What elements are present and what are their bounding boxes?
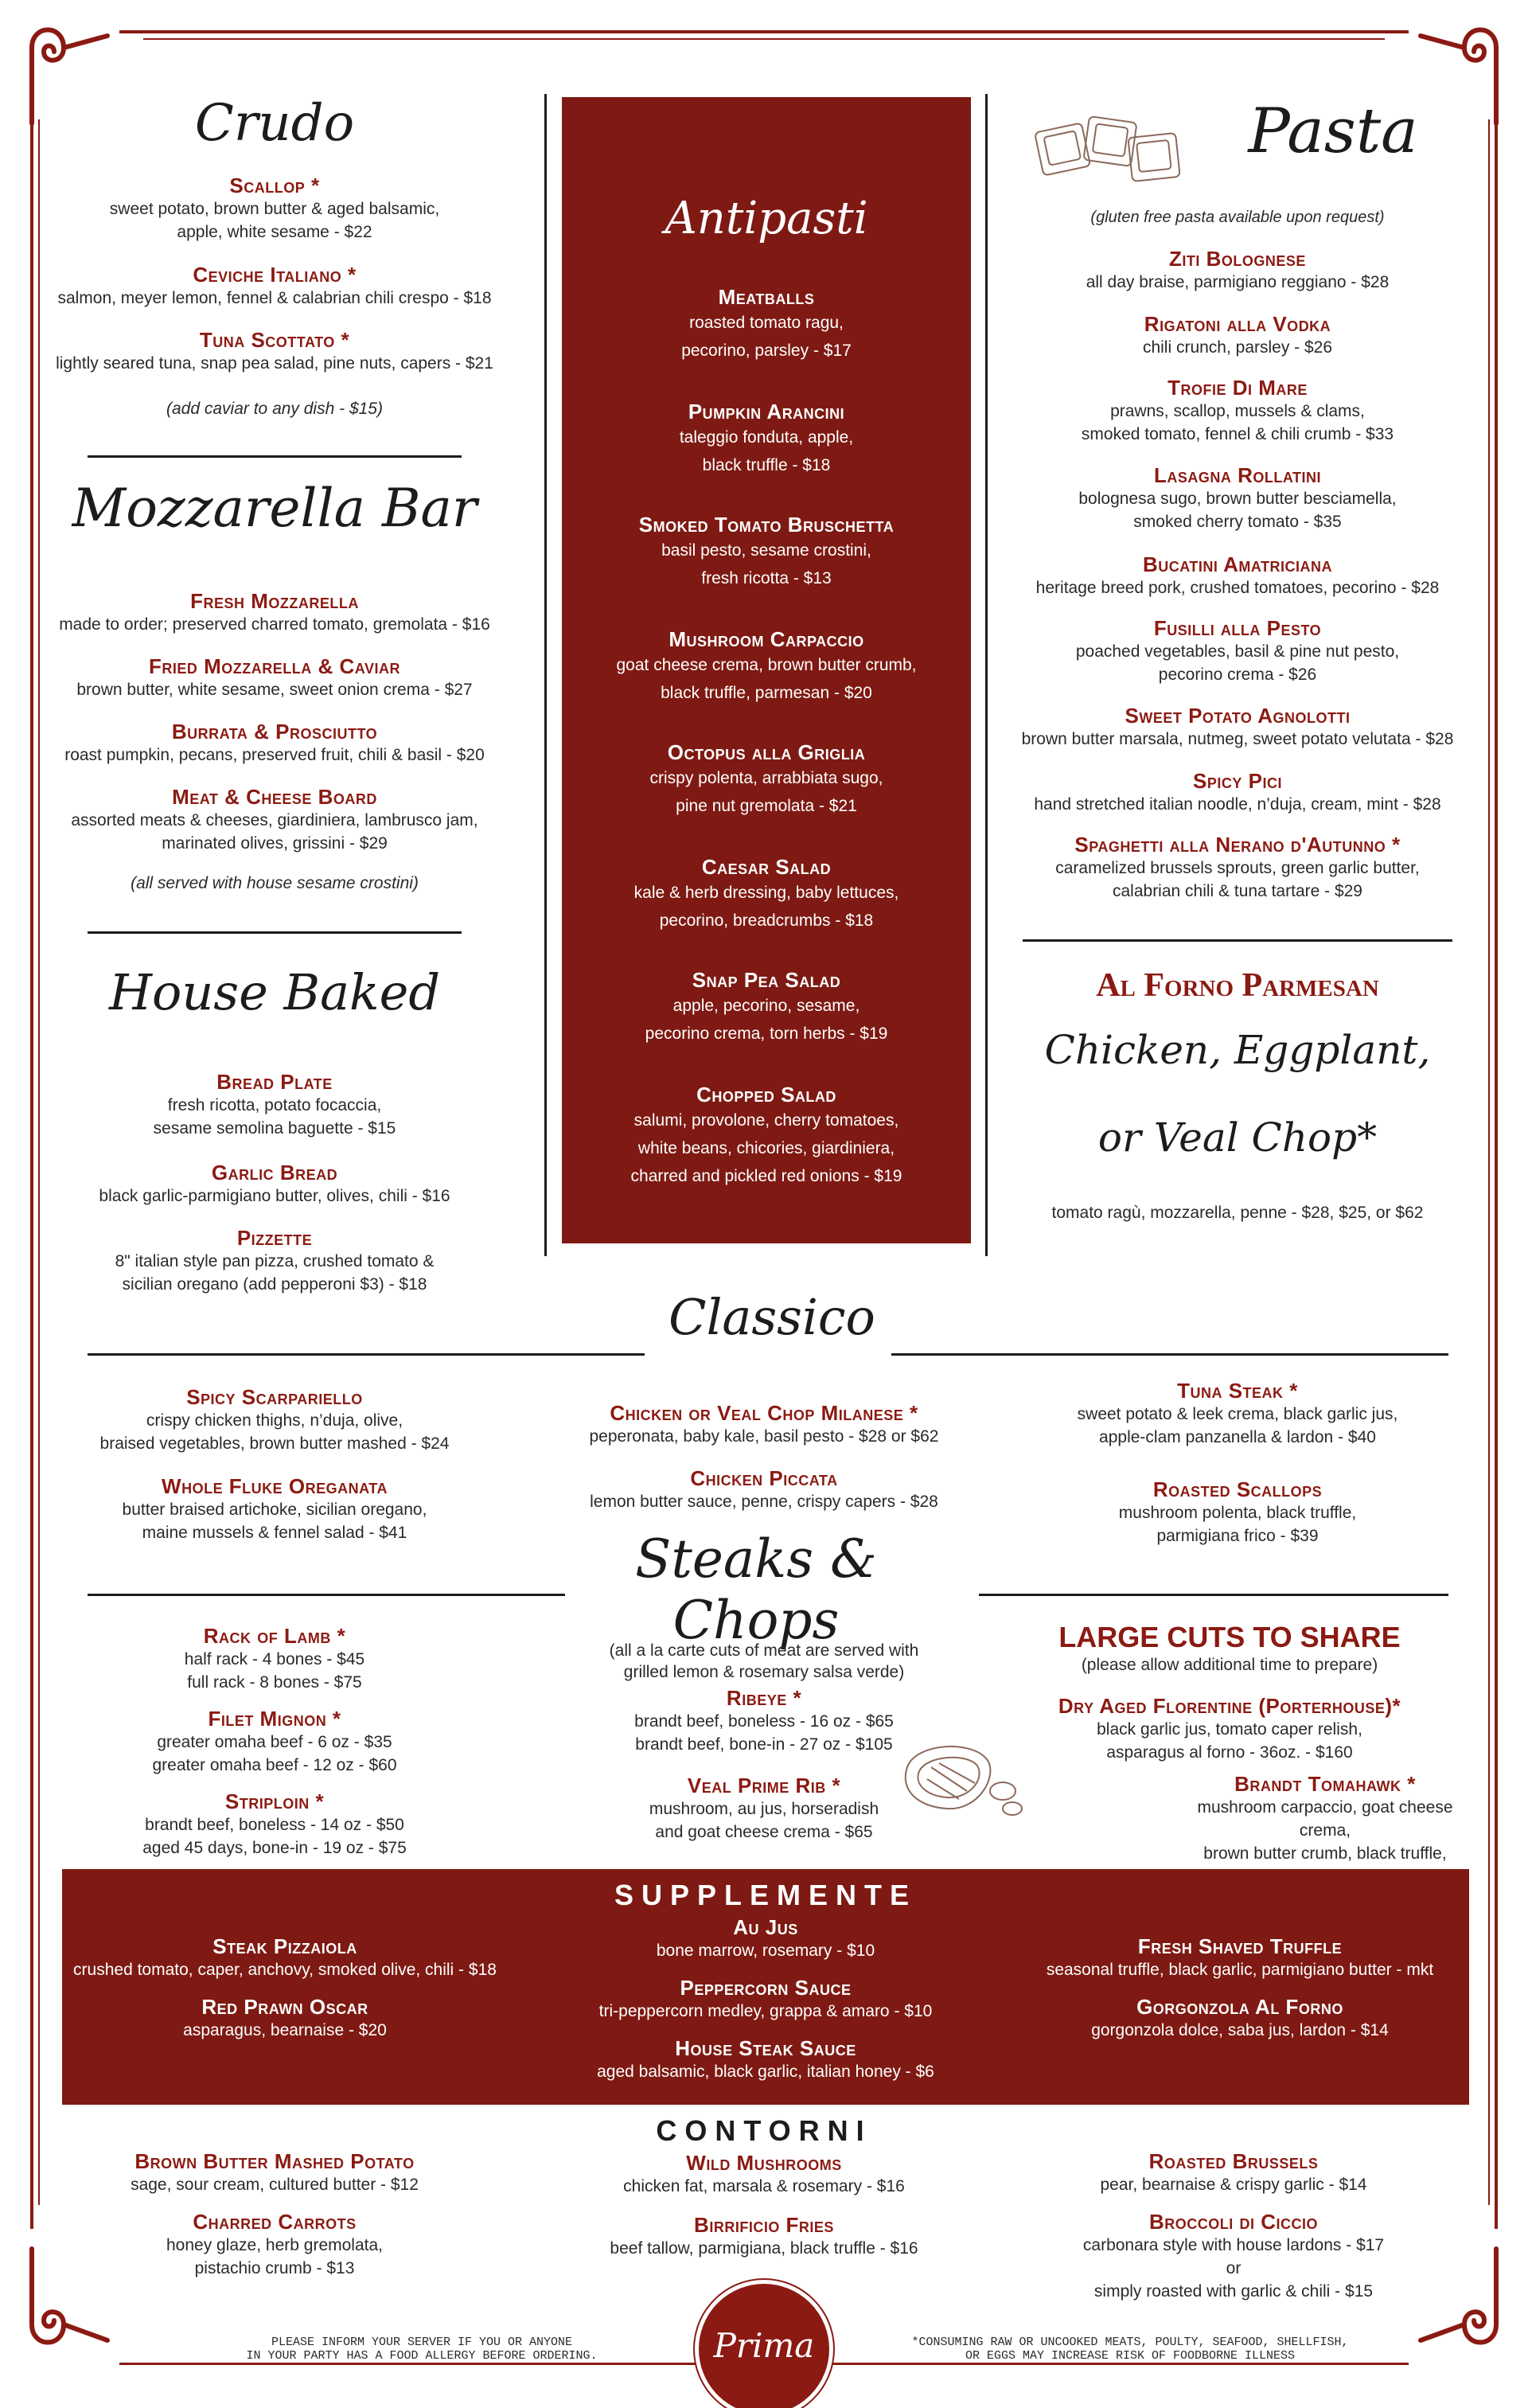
steaks-title: Steaks & Chops [635,1528,877,1651]
menu-item [999,833,1476,903]
item-name: Charred Carrots [193,2210,357,2234]
supplemente-title: SUPPLEMENTE [614,1879,918,1911]
al-forno-desc: tomato ragù, mozzarella, penne - $28, $25, or $62 [1051,1204,1424,1222]
item-desc: greater omaha beef - 6 oz - $35 greater omaha beef - 12 oz - $60 [152,1733,397,1774]
house-baked-title: House Baked [108,963,441,1021]
menu-item [562,855,971,935]
item-name: Fried Mozzarella & Caviar [149,654,400,678]
item-name: Meatballs [718,285,815,309]
frame-left-rule-inner [38,119,40,2205]
item-desc: seasonal truffle, black garlic, parmigiano butter - mkt [1046,1961,1434,1979]
item-name: Birrificio Fries [694,2213,834,2237]
crudo-note: (add caviar to any dish - $15) [166,400,383,418]
divider [1023,939,1452,942]
item-desc: bolognesa sugo, brown butter besciamella, smoked cherry tomato - $35 [1078,490,1397,531]
menu-item [562,968,971,1048]
item-name: Filet Mignon * [208,1707,341,1731]
item-name: Brandt Tomahawk * [1234,1772,1416,1796]
item-name: Octopus alla Griglia [667,740,866,764]
menu-item [62,1995,508,2042]
item-name: Spicy Scarpariello [186,1385,363,1409]
item-name: Fusilli alla Pesto [1153,616,1322,640]
item-name: Bread Plate [216,1070,333,1094]
menu-item [1011,2210,1456,2303]
frame-top-rule-inner [143,38,1385,40]
item-name: Tuna Steak * [1177,1379,1298,1403]
item-name: Fresh Mozzarella [190,589,359,613]
item-desc: chili crunch, parsley - $26 [1142,338,1333,357]
divider [88,1594,565,1596]
menu-item [525,1401,1003,1448]
item-name: Veal Prime Rib * [687,1774,841,1797]
menu-item [562,740,971,820]
item-name: Au Jus [733,1915,798,1939]
supplemente-left [62,1869,508,2105]
item-desc: crispy chicken thighs, n’duja, olive, braised vegetables, brown butter mashed - $24 [99,1411,450,1453]
item-desc: caramelized brussels sprouts, green garlic butter, calabrian chili & tuna tartare - $29 [1055,859,1420,900]
menu-item [1023,1379,1452,1449]
menu-item [562,400,971,479]
item-desc: hand stretched italian noodle, n’duja, cream, mint - $28 [1034,795,1441,814]
menu-item [48,785,501,855]
item-name: Trofie Di Mare [1167,376,1308,400]
item-name: Peppercorn Sauce [680,1976,852,2000]
item-desc: carbonara style with house lardons - $17 or simply roasted with garlic & chili - $15 [1082,2236,1385,2301]
menu-item [1023,1477,1452,1547]
menu-item [48,328,501,375]
menu-item [48,589,501,636]
item-desc: gorgonzola dolce, saba jus, lardon - $14 [1091,2021,1389,2039]
item-desc: lemon butter sauce, penne, crispy capers - $28 [590,1493,938,1511]
item-name: Smoked Tomato Bruschetta [638,513,895,537]
menu-item [1017,1934,1463,1981]
menu-item [987,1694,1472,1764]
divider [88,455,462,458]
item-name: Mushroom Carpaccio [668,627,864,651]
menu-item [543,2036,988,2083]
steaks-note: (all a la carte cuts of meat are served with grilled lemon & rosemary salsa verde) [609,1641,919,1681]
menu-item [562,513,971,592]
item-name: Broccoli di Ciccio [1149,2210,1318,2234]
item-desc: poached vegetables, basil & pine nut pesto, pecorino crema - $26 [1075,642,1400,684]
menu-item [543,1976,988,2023]
item-desc: goat cheese crema, brown butter crumb, black truffle, parmesan - $20 [616,656,917,702]
menu-item [1011,2149,1456,2196]
menu-item [48,654,501,701]
item-name: Whole Fluke Oreganata [162,1474,388,1498]
item-desc: honey glaze, herb gremolata, pistachio crumb - $13 [166,2236,383,2277]
item-desc: bone marrow, rosemary - $10 [656,1942,875,1960]
menu-item [999,616,1476,686]
item-name: Rigatoni alla Vodka [1144,312,1331,336]
menu-item [48,1385,501,1455]
mozzarella-note: (all served with house sesame crostini) [131,874,419,892]
item-name: Rack of Lamb * [203,1624,346,1648]
menu-item [999,769,1476,816]
menu-item [999,312,1476,359]
item-desc: chicken fat, marsala & rosemary - $16 [623,2177,905,2195]
item-desc: taleggio fonduta, apple, black truffle - $18 [679,428,854,474]
item-desc: aged balsamic, black garlic, italian honey - $6 [597,2063,934,2081]
classico-title: Classico [668,1288,875,1346]
item-desc: apple, pecorino, sesame, pecorino crema, torn herbs - $19 [645,997,888,1043]
menu-item [48,1624,501,1694]
menu-item [999,247,1476,294]
item-desc: brown butter, white sesame, sweet onion crema - $27 [76,681,473,699]
menu-item [48,1070,501,1140]
item-desc: sage, sour cream, cultured butter - $12 [131,2176,419,2194]
item-desc: pear, bearnaise & crispy garlic - $14 [1100,2176,1367,2194]
menu-item [999,463,1476,533]
item-name: Spaghetti alla Nerano d'Autunno * [1074,833,1401,857]
item-name: Pumpkin Arancini [688,400,845,423]
menu-item [525,2151,1003,2198]
al-forno-line1: Chicken, Eggplant, [1044,1027,1431,1073]
item-desc: made to order; preserved charred tomato, gremolata - $16 [59,615,490,634]
item-desc: mushroom polenta, black truffle, parmigiana frico - $39 [1118,1504,1357,1545]
menu-item [1017,1995,1463,2042]
item-desc: roast pumpkin, pecans, preserved fruit, chili & basil - $20 [64,746,485,764]
item-desc: half rack - 4 bones - $45 full rack - 8 bones - $75 [184,1650,365,1692]
menu-item [562,1083,971,1190]
item-desc: beef tallow, parmigiana, black truffle - $16 [610,2239,918,2258]
item-name: Scallop * [229,174,320,197]
divider [979,1594,1448,1596]
item-desc: 8" italian style pan pizza, crushed tomato & sicilian oregano (add pepperoni $3) - $18 [115,1252,435,1294]
panel-border-right [985,94,988,1256]
mozzarella-title: Mozzarella Bar [72,478,477,539]
item-name: Gorgonzola Al Forno [1136,1995,1343,2019]
supplemente-center [543,1869,988,2105]
menu-item [562,285,971,365]
item-desc: prawns, scallop, mussels & clams, smoked tomato, fennel & chili crumb - $33 [1081,402,1394,443]
item-name: Roasted Brussels [1148,2149,1319,2173]
menu-item [999,552,1476,599]
item-desc: assorted meats & cheeses, giardiniera, lambrusco jam, marinated olives, grissini - $29 [71,811,478,853]
raw-food-note: *CONSUMING RAW OR UNCOOKED MEATS, POULTY, SEAFOOD, SHELLFISH, OR EGGS MAY INCREASE RISK OF FOODBORNE ILLNESS [911,2336,1349,2363]
allergy-note: PLEASE INFORM YOUR SERVER IF YOU OR ANYONE IN YOUR PARTY HAS A FOOD ALLERGY BEFORE ORDERING. [246,2336,598,2363]
item-desc: fresh ricotta, potato focaccia, sesame semolina baguette - $15 [153,1096,396,1138]
prima-logo [695,2280,833,2408]
pasta-note: (gluten free pasta available upon request) [1090,209,1385,226]
item-name: Sweet Potato Agnolotti [1125,704,1351,728]
item-name: Ceviche Italiano * [193,263,357,287]
item-name: Steak Pizzaiola [212,1934,357,1958]
menu-item [48,2149,501,2196]
menu-item [62,1934,508,1981]
item-desc: heritage breed pork, crushed tomatoes, pecorino - $28 [1035,579,1440,597]
item-name: Dry Aged Florentine (Porterhouse)* [1058,1694,1401,1718]
large-cuts-note: (please allow additional time to prepare) [1081,1656,1378,1674]
item-desc: mushroom carpaccio, goat cheese crema, brown butter crumb, black truffle, [1197,1798,1453,1863]
item-name: Striploin * [224,1789,325,1813]
item-desc: roasted tomato ragu, pecorino, parsley - $17 [681,314,852,360]
menu-item [48,263,501,310]
pasta-title: Pasta [1248,96,1418,167]
menu-item [543,1915,988,1962]
menu-item [562,627,971,707]
divider [88,931,462,934]
item-desc: lightly seared tuna, snap pea salad, pine nuts, capers - $21 [56,354,493,373]
menu-item [48,1161,501,1208]
item-name: Burrata & Prosciutto [171,720,378,743]
al-forno-line2: or Veal Chop* [1097,1114,1378,1161]
frame-right-rule [1495,96,1498,2229]
item-desc: mushroom, au jus, horseradish and goat cheese crema - $65 [649,1800,879,1841]
menu-item [48,1707,501,1777]
contorni-title: CONTORNI [656,2114,872,2147]
item-name: House Steak Sauce [675,2036,856,2060]
item-desc: sweet potato, brown butter & aged balsamic, apple, white sesame - $22 [109,200,440,241]
supplemente-band [62,1869,1469,2105]
menu-item [48,1789,501,1860]
item-desc: black garlic jus, tomato caper relish, asparagus al forno - 36oz. - $160 [1097,1720,1362,1762]
supplemente-right [1017,1869,1463,2105]
menu-item [525,1466,1003,1513]
item-desc: butter braised artichoke, sicilian oregano, maine mussels & fennel salad - $41 [122,1501,427,1542]
menu-item [48,174,501,244]
item-desc: salmon, meyer lemon, fennel & calabrian chili crespo - $18 [57,289,492,307]
item-desc: kale & herb dressing, baby lettuces, pecorino, breadcrumbs - $18 [633,884,899,930]
item-name: Meat & Cheese Board [172,785,377,809]
item-desc: sweet potato & leek crema, black garlic jus, apple-clam panzanella & lardon - $40 [1077,1405,1398,1446]
menu-item [48,720,501,767]
menu-item [48,1226,501,1296]
item-name: Snap Pea Salad [692,968,841,992]
item-desc: salumi, provolone, cherry tomatoes, white beans, chicories, giardiniera, charred and pickled red onions - $19 [630,1111,902,1185]
menu-item [48,1474,501,1544]
item-desc: asparagus, bearnaise - $20 [183,2021,387,2039]
item-name: Chopped Salad [696,1083,836,1106]
item-name: Pizzette [236,1226,313,1250]
item-name: Brown Butter Mashed Potato [134,2149,415,2173]
item-name: Spicy Pici [1193,769,1282,793]
item-name: Ribeye * [726,1686,802,1710]
antipasti-panel [562,97,971,1243]
item-name: Chicken or Veal Chop Milanese * [610,1401,918,1425]
ravioli-illustration-icon [1023,103,1190,191]
divider [88,1353,645,1356]
item-name: Chicken Piccata [690,1466,838,1490]
menu-item [999,704,1476,751]
menu-item [48,2210,501,2280]
item-name: Red Prawn Oscar [201,1995,368,2019]
logo-text: Prima [713,2326,815,2365]
large-cuts-title: LARGE CUTS TO SHARE [1058,1621,1401,1653]
item-name: Tuna Scottato * [199,328,350,352]
frame-top-rule [119,30,1409,33]
menu-item [525,2213,1003,2260]
item-desc: crushed tomato, caper, anchovy, smoked olive, chili - $18 [73,1961,497,1979]
al-forno-title: Al Forno Parmesan [1096,967,1379,1004]
panel-border-left [544,94,547,1256]
item-name: Wild Mushrooms [686,2151,842,2175]
frame-left-rule [30,96,33,2229]
frame-right-rule-inner [1488,119,1490,2205]
divider [891,1353,1448,1356]
item-desc: black garlic-parmigiano butter, olives, chili - $16 [99,1187,450,1205]
item-name: Ziti Bolognese [1169,247,1306,271]
item-desc: brandt beef, boneless - 16 oz - $65 brandt beef, bone-in - 27 oz - $105 [634,1712,894,1754]
antipasti-title: Antipasti [665,193,868,244]
item-desc: brown butter marsala, nutmeg, sweet potato velutata - $28 [1021,730,1454,748]
item-desc: all day braise, parmigiano reggiano - $28 [1086,273,1390,291]
crudo-title: Crudo [194,94,355,153]
item-desc: tri-peppercorn medley, grappa & amaro - $10 [598,2002,933,2020]
menu-item [999,376,1476,446]
item-name: Garlic Bread [211,1161,338,1184]
item-desc: peperonata, baby kale, basil pesto - $28 or $62 [589,1427,939,1446]
item-desc: basil pesto, sesame crostini, fresh ricotta - $13 [661,541,871,587]
item-desc: brandt beef, boneless - 14 oz - $50 aged 45 days, bone-in - 19 oz - $75 [142,1816,407,1857]
item-name: Caesar Salad [701,855,832,879]
item-name: Bucatini Amatriciana [1142,552,1333,576]
item-desc: crispy polenta, arrabbiata sugo, pine nut gremolata - $21 [649,769,883,815]
item-name: Fresh Shaved Truffle [1137,1934,1343,1958]
item-name: Lasagna Rollatini [1153,463,1322,487]
item-name: Roasted Scallops [1152,1477,1323,1501]
